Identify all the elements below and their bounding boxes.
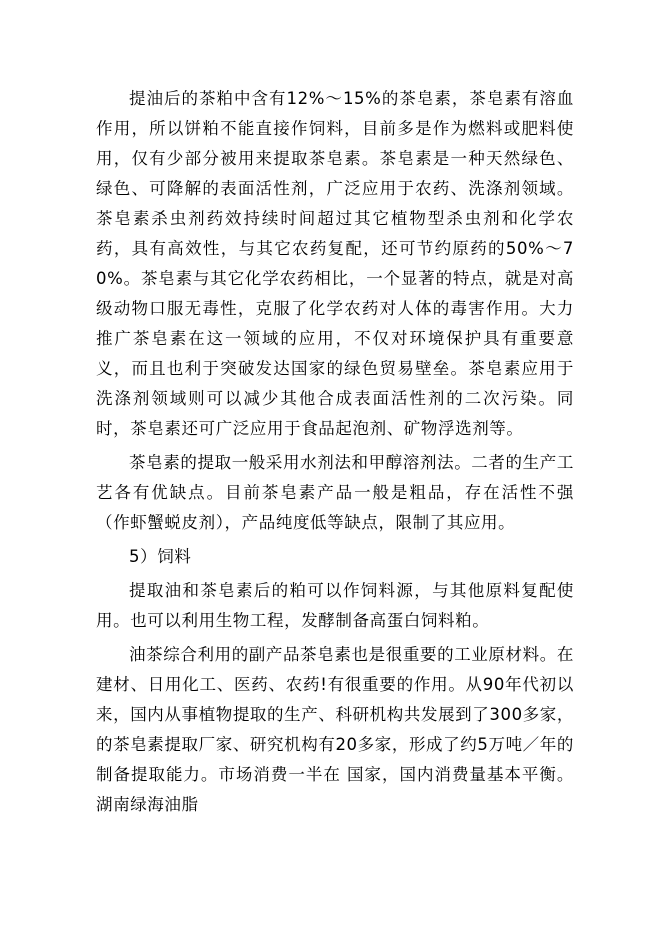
- paragraph-extraction-methods: 茶皂素的提取一般采用水剂法和甲醇溶剂法。二者的生产工艺各有优缺点。目前茶皂素产品一般是粗品，存在活性不强（作虾蟹蜕皮剂），产品纯度低等缺点，限制了其应用。: [96, 453, 574, 532]
- paragraph-feed-use: 提取油和茶皂素后的粕可以作饲料源，与其他原料复配使用。也可以利用生物工程，发酵制备高蛋白饲料粕。: [96, 581, 574, 630]
- paragraph-tea-saponin-uses: 提油后的茶粕中含有12%～15%的茶皂素，茶皂素有溶血作用，所以饼粕不能直接作饲料，目前多是作为燃料或肥料使用，仅有少部分被用来提取茶皂素。茶皂素是一种天然绿色、 绿色、可降解的表面活性剂，广泛应用于农药、洗涤剂领域。茶皂素杀虫剂药效持续时间超过其它植物型杀虫剂和化学农药，具有高效性，与其它农药复配，还可节约原药的50%～70%。茶皂素与其它化学农药相比，一个显著的特点，就是对高级动物口服无毒性，克服了化学农药对人体的毒害作用。大力推广茶皂素在这一领域的应用，不仅对环境保护具有重要意义，而且也利于突破发达国家的绿色贸易壁垒。茶皂素应用于洗涤剂领域则可以减少其他合成表面活性剂的二次污染。同时，茶皂素还可广泛应用于食品起泡剂、矿物浮选剂等。: [96, 89, 574, 438]
- document-body: [96, 84, 574, 820]
- paragraph-industrial-material: 油茶综合利用的副产品茶皂素也是很重要的工业原材料。在建材、日用化工、医药、农药!有很重要的作用。从90年代初以来，国内从事植物提取的生产、科研机构共发展到了300多家，的茶皂素提取厂家、研究机构有20多家，形成了约5万吨／年的制备提取能力。市场消费一半在 国家，国内消费量基本平衡。湖南绿海油脂: [96, 645, 574, 814]
- section-heading-feed: 5）饲料: [129, 547, 192, 566]
